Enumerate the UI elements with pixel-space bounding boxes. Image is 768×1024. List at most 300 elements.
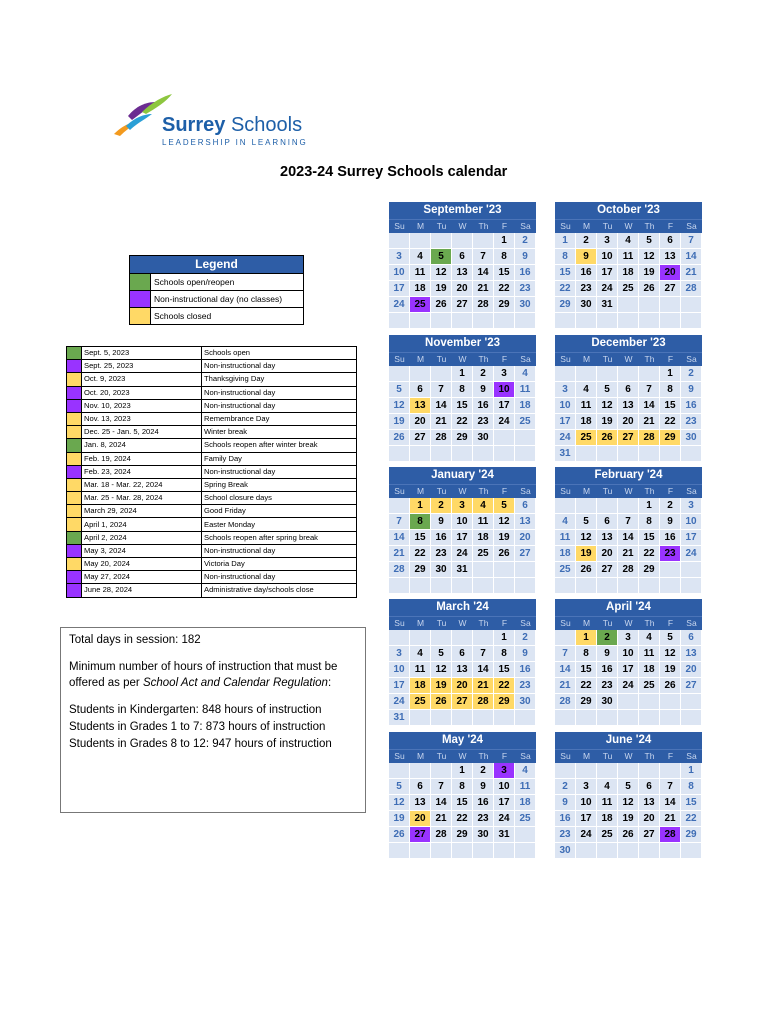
calendar-day: 15 bbox=[452, 795, 473, 811]
calendar-empty-cell bbox=[597, 843, 618, 859]
grade-kindergarten-hours: Students in Kindergarten: 848 hours of instruction bbox=[69, 704, 322, 716]
calendar-day: 7 bbox=[618, 514, 639, 530]
event-color-swatch bbox=[67, 531, 82, 544]
weekday-label: Tu bbox=[436, 751, 447, 761]
surrey-schools-logo bbox=[112, 92, 322, 152]
calendar-empty-cell bbox=[618, 446, 639, 462]
month-calendar bbox=[555, 467, 702, 594]
calendar-day: 22 bbox=[410, 546, 431, 562]
event-color-swatch bbox=[67, 399, 82, 412]
calendar-day: 12 bbox=[576, 530, 597, 546]
calendar-day: 9 bbox=[555, 795, 576, 811]
calendar-day: 19 bbox=[431, 678, 452, 694]
calendar-empty-cell bbox=[515, 446, 536, 462]
calendar-day: 29 bbox=[494, 297, 515, 313]
calendar-day: 16 bbox=[473, 795, 494, 811]
calendar-empty-cell bbox=[660, 763, 681, 779]
calendar-day: 21 bbox=[431, 414, 452, 430]
weekday-label: M bbox=[416, 354, 425, 364]
calendar-day: 2 bbox=[555, 779, 576, 795]
instruction-info-box bbox=[60, 627, 366, 813]
logo-tagline: LEADERSHIP IN LEARNING bbox=[162, 138, 308, 147]
calendar-empty-cell bbox=[452, 578, 473, 594]
calendar-day: 18 bbox=[618, 265, 639, 281]
calendar-day: 9 bbox=[515, 249, 536, 265]
calendar-day: 10 bbox=[597, 249, 618, 265]
calendar-empty-cell bbox=[555, 630, 576, 646]
min-hours-statement: Minimum number of hours of instruction that must be offered as per School Act and Calendar Regulation: bbox=[69, 661, 338, 689]
calendar-day: 5 bbox=[389, 382, 410, 398]
calendar-empty-cell bbox=[473, 233, 494, 249]
calendar-empty-cell bbox=[618, 694, 639, 710]
calendar-day: 31 bbox=[389, 710, 410, 726]
event-date: Oct. 9, 2023 bbox=[82, 373, 202, 386]
legend-label: Schools open/reopen bbox=[154, 277, 235, 287]
calendar-day: 6 bbox=[515, 498, 536, 514]
calendar-day: 11 bbox=[639, 646, 660, 662]
calendar-empty-cell bbox=[576, 578, 597, 594]
calendar-day: 27 bbox=[410, 827, 431, 843]
legend bbox=[129, 255, 304, 325]
calendar-day: 7 bbox=[681, 233, 702, 249]
weekday-label: W bbox=[624, 486, 633, 496]
events-table bbox=[66, 346, 357, 598]
calendar-day: 5 bbox=[597, 382, 618, 398]
calendar-day: 1 bbox=[452, 366, 473, 382]
calendar-day: 9 bbox=[515, 646, 536, 662]
calendar-empty-cell bbox=[389, 446, 410, 462]
calendar-empty-cell bbox=[494, 578, 515, 594]
calendar-day: 14 bbox=[681, 249, 702, 265]
calendar-day: 5 bbox=[389, 779, 410, 795]
calendar-day: 10 bbox=[389, 662, 410, 678]
calendar-empty-cell bbox=[555, 498, 576, 514]
calendar-empty-cell bbox=[639, 366, 660, 382]
calendar-empty-cell bbox=[494, 710, 515, 726]
calendar-day: 23 bbox=[576, 281, 597, 297]
weekday-label: Sa bbox=[686, 221, 697, 231]
calendar-day: 9 bbox=[597, 646, 618, 662]
calendar-empty-cell bbox=[618, 498, 639, 514]
calendar-day: 19 bbox=[576, 546, 597, 562]
calendar-empty-cell bbox=[431, 313, 452, 329]
calendar-day: 7 bbox=[431, 382, 452, 398]
calendar-day: 20 bbox=[410, 414, 431, 430]
calendar-empty-cell bbox=[576, 366, 597, 382]
calendar-day: 20 bbox=[452, 281, 473, 297]
calendar-day: 5 bbox=[618, 779, 639, 795]
event-row bbox=[67, 439, 357, 452]
event-description: Spring Break bbox=[202, 478, 357, 491]
calendar-day: 26 bbox=[639, 281, 660, 297]
calendar-empty-cell bbox=[597, 763, 618, 779]
calendar-empty-cell bbox=[515, 843, 536, 859]
calendar-day: 3 bbox=[494, 366, 515, 382]
calendar-day: 31 bbox=[555, 446, 576, 462]
calendar-day: 21 bbox=[681, 265, 702, 281]
calendar-day: 29 bbox=[639, 562, 660, 578]
event-row bbox=[67, 492, 357, 505]
day-grid bbox=[389, 630, 536, 726]
calendar-day: 19 bbox=[389, 414, 410, 430]
event-description: Non-instructional day bbox=[202, 571, 357, 584]
calendar-empty-cell bbox=[389, 366, 410, 382]
calendar-day: 19 bbox=[639, 265, 660, 281]
calendar-day: 27 bbox=[660, 281, 681, 297]
calendar-day: 27 bbox=[452, 694, 473, 710]
event-color-swatch bbox=[67, 558, 82, 571]
weekday-header bbox=[555, 219, 702, 233]
calendar-day: 24 bbox=[618, 678, 639, 694]
calendar-day: 28 bbox=[473, 694, 494, 710]
legend-label: Non-instructional day (no classes) bbox=[154, 294, 283, 304]
event-description: Administrative day/schools close bbox=[202, 584, 357, 597]
calendar-empty-cell bbox=[452, 233, 473, 249]
weekday-label: W bbox=[624, 221, 633, 231]
calendar-empty-cell bbox=[618, 297, 639, 313]
calendar-day: 14 bbox=[431, 398, 452, 414]
calendar-empty-cell bbox=[494, 446, 515, 462]
calendar-empty-cell bbox=[410, 578, 431, 594]
event-color-swatch bbox=[67, 412, 82, 425]
calendar-day: 21 bbox=[639, 414, 660, 430]
calendar-empty-cell bbox=[576, 313, 597, 329]
calendar-day: 23 bbox=[473, 811, 494, 827]
weekday-label: Tu bbox=[602, 618, 613, 628]
calendar-empty-cell bbox=[639, 763, 660, 779]
calendar-day: 15 bbox=[555, 265, 576, 281]
weekday-label: M bbox=[416, 618, 425, 628]
calendar-day: 16 bbox=[515, 265, 536, 281]
calendar-day: 19 bbox=[618, 811, 639, 827]
event-description: Non-instructional day bbox=[202, 399, 357, 412]
event-date: Jan. 8, 2024 bbox=[82, 439, 202, 452]
calendar-day: 6 bbox=[618, 382, 639, 398]
calendar-day: 17 bbox=[452, 530, 473, 546]
calendar-day: 21 bbox=[473, 678, 494, 694]
calendar-day: 5 bbox=[576, 514, 597, 530]
event-color-swatch bbox=[67, 478, 82, 491]
weekday-label: Th bbox=[644, 486, 655, 496]
calendar-day: 16 bbox=[576, 265, 597, 281]
day-grid bbox=[555, 233, 702, 329]
calendar-empty-cell bbox=[389, 233, 410, 249]
calendar-day: 29 bbox=[555, 297, 576, 313]
month-calendar bbox=[389, 202, 536, 329]
calendar-day: 26 bbox=[494, 546, 515, 562]
calendar-day: 3 bbox=[452, 498, 473, 514]
calendar-day: 11 bbox=[410, 662, 431, 678]
weekday-label: F bbox=[667, 618, 674, 628]
calendar-day: 24 bbox=[597, 281, 618, 297]
calendar-empty-cell bbox=[597, 498, 618, 514]
calendar-empty-cell bbox=[452, 446, 473, 462]
weekday-label: Su bbox=[560, 221, 571, 231]
calendar-day: 11 bbox=[576, 398, 597, 414]
calendar-day: 16 bbox=[431, 530, 452, 546]
calendar-day: 28 bbox=[681, 281, 702, 297]
page-title: 2023-24 Surrey Schools calendar bbox=[280, 164, 508, 180]
weekday-label: W bbox=[458, 486, 467, 496]
calendar-day: 2 bbox=[681, 366, 702, 382]
event-row bbox=[67, 558, 357, 571]
calendar-day: 10 bbox=[681, 514, 702, 530]
event-color-swatch bbox=[67, 426, 82, 439]
calendar-empty-cell bbox=[473, 843, 494, 859]
weekday-label: Su bbox=[394, 751, 405, 761]
event-description: Winter break bbox=[202, 426, 357, 439]
calendar-day: 29 bbox=[452, 430, 473, 446]
event-date: March 29, 2024 bbox=[82, 505, 202, 518]
calendar-day: 5 bbox=[639, 233, 660, 249]
calendar-day: 6 bbox=[639, 779, 660, 795]
calendar-empty-cell bbox=[515, 827, 536, 843]
calendar-day: 18 bbox=[555, 546, 576, 562]
weekday-label: Tu bbox=[602, 486, 613, 496]
weekday-label: M bbox=[416, 486, 425, 496]
calendar-empty-cell bbox=[431, 446, 452, 462]
calendar-empty-cell bbox=[473, 630, 494, 646]
calendar-day: 27 bbox=[618, 430, 639, 446]
calendar-day: 30 bbox=[515, 694, 536, 710]
weekday-label: Th bbox=[644, 618, 655, 628]
weekday-label: Tu bbox=[436, 618, 447, 628]
calendar-empty-cell bbox=[389, 843, 410, 859]
event-date: Oct. 20, 2023 bbox=[82, 386, 202, 399]
day-grid bbox=[389, 763, 536, 859]
calendar-day: 17 bbox=[389, 281, 410, 297]
calendar-empty-cell bbox=[618, 313, 639, 329]
calendar-day: 1 bbox=[452, 763, 473, 779]
calendar-day: 21 bbox=[473, 281, 494, 297]
weekday-label: Sa bbox=[520, 751, 531, 761]
weekday-label: W bbox=[624, 751, 633, 761]
calendar-day: 3 bbox=[494, 763, 515, 779]
calendar-day: 10 bbox=[555, 398, 576, 414]
month-title: June '24 bbox=[555, 732, 702, 749]
calendar-empty-cell bbox=[639, 710, 660, 726]
calendar-day: 18 bbox=[473, 530, 494, 546]
calendar-day: 29 bbox=[410, 562, 431, 578]
event-date: Nov. 13, 2023 bbox=[82, 412, 202, 425]
grade-1-7-hours: Students in Grades 1 to 7: 873 hours of instruction bbox=[69, 721, 326, 733]
calendar-day: 19 bbox=[597, 414, 618, 430]
weekday-label: F bbox=[667, 354, 674, 364]
calendar-day: 23 bbox=[597, 678, 618, 694]
month-calendar bbox=[389, 335, 536, 462]
calendar-day: 20 bbox=[660, 265, 681, 281]
calendar-day: 28 bbox=[473, 297, 494, 313]
calendar-day: 6 bbox=[452, 249, 473, 265]
calendar-day: 30 bbox=[576, 297, 597, 313]
calendar-day: 28 bbox=[639, 430, 660, 446]
calendar-day: 7 bbox=[660, 779, 681, 795]
calendar-day: 27 bbox=[452, 297, 473, 313]
event-date: May 27, 2024 bbox=[82, 571, 202, 584]
calendar-day: 22 bbox=[660, 414, 681, 430]
calendar-day: 4 bbox=[555, 514, 576, 530]
calendar-empty-cell bbox=[681, 297, 702, 313]
calendar-day: 26 bbox=[576, 562, 597, 578]
legend-item bbox=[130, 274, 303, 290]
calendar-day: 16 bbox=[473, 398, 494, 414]
calendar-day: 12 bbox=[389, 398, 410, 414]
event-date: Sept. 5, 2023 bbox=[82, 347, 202, 360]
calendar-empty-cell bbox=[473, 578, 494, 594]
day-grid bbox=[555, 366, 702, 462]
event-color-swatch bbox=[67, 571, 82, 584]
calendar-empty-cell bbox=[494, 313, 515, 329]
calendar-day: 10 bbox=[452, 514, 473, 530]
calendar-day: 26 bbox=[660, 678, 681, 694]
calendar-day: 20 bbox=[681, 662, 702, 678]
calendar-empty-cell bbox=[389, 763, 410, 779]
calendar-day: 2 bbox=[515, 233, 536, 249]
calendar-day: 6 bbox=[452, 646, 473, 662]
calendar-day: 25 bbox=[473, 546, 494, 562]
weekday-label: Su bbox=[560, 751, 571, 761]
calendar-empty-cell bbox=[410, 233, 431, 249]
weekday-label: M bbox=[582, 486, 591, 496]
calendar-day: 19 bbox=[494, 530, 515, 546]
weekday-header bbox=[555, 616, 702, 630]
calendar-day: 12 bbox=[639, 249, 660, 265]
weekday-label: Sa bbox=[686, 751, 697, 761]
weekday-label: Tu bbox=[436, 354, 447, 364]
calendar-day: 25 bbox=[555, 562, 576, 578]
calendar-empty-cell bbox=[660, 562, 681, 578]
calendar-day: 27 bbox=[515, 546, 536, 562]
calendar-empty-cell bbox=[431, 233, 452, 249]
weekday-label: Su bbox=[394, 618, 405, 628]
event-date: April 1, 2024 bbox=[82, 518, 202, 531]
weekday-label: M bbox=[582, 618, 591, 628]
calendar-day: 9 bbox=[660, 514, 681, 530]
legend-item bbox=[130, 307, 303, 324]
calendar-day: 28 bbox=[389, 562, 410, 578]
calendar-day: 30 bbox=[515, 297, 536, 313]
calendar-day: 14 bbox=[639, 398, 660, 414]
calendar-day: 7 bbox=[431, 779, 452, 795]
calendar-day: 23 bbox=[473, 414, 494, 430]
calendar-empty-cell bbox=[431, 763, 452, 779]
calendar-empty-cell bbox=[555, 763, 576, 779]
event-color-swatch bbox=[67, 584, 82, 597]
event-color-swatch bbox=[67, 465, 82, 478]
calendar-empty-cell bbox=[410, 366, 431, 382]
total-days: Total days in session: 182 bbox=[69, 634, 201, 646]
event-row bbox=[67, 373, 357, 386]
weekday-label: Tu bbox=[602, 221, 613, 231]
event-description: Schools reopen after winter break bbox=[202, 439, 357, 452]
calendar-day: 18 bbox=[515, 398, 536, 414]
calendar-day: 15 bbox=[639, 530, 660, 546]
event-color-swatch bbox=[67, 452, 82, 465]
calendar-day: 25 bbox=[597, 827, 618, 843]
calendar-day: 20 bbox=[410, 811, 431, 827]
calendar-day: 19 bbox=[660, 662, 681, 678]
weekday-label: W bbox=[458, 618, 467, 628]
calendar-day: 13 bbox=[681, 646, 702, 662]
calendar-day: 3 bbox=[618, 630, 639, 646]
event-description: Non-instructional day bbox=[202, 360, 357, 373]
calendar-day: 24 bbox=[494, 811, 515, 827]
calendar-empty-cell bbox=[660, 710, 681, 726]
month-title: November '23 bbox=[389, 335, 536, 352]
calendar-day: 21 bbox=[389, 546, 410, 562]
calendar-day: 4 bbox=[410, 646, 431, 662]
event-date: May 20, 2024 bbox=[82, 558, 202, 571]
event-date: Mar. 25 - Mar. 28, 2024 bbox=[82, 492, 202, 505]
calendar-day: 13 bbox=[410, 795, 431, 811]
calendar-day: 10 bbox=[389, 265, 410, 281]
weekday-label: W bbox=[458, 221, 467, 231]
weekday-header bbox=[389, 616, 536, 630]
month-title: December '23 bbox=[555, 335, 702, 352]
calendar-day: 22 bbox=[681, 811, 702, 827]
day-grid bbox=[555, 763, 702, 859]
calendar-empty-cell bbox=[410, 710, 431, 726]
calendar-day: 10 bbox=[618, 646, 639, 662]
calendar-day: 24 bbox=[389, 694, 410, 710]
calendar-day: 4 bbox=[473, 498, 494, 514]
calendar-empty-cell bbox=[660, 297, 681, 313]
weekday-label: M bbox=[416, 221, 425, 231]
weekday-label: Th bbox=[644, 354, 655, 364]
event-description: Remembrance Day bbox=[202, 412, 357, 425]
event-color-swatch bbox=[67, 386, 82, 399]
calendar-day: 16 bbox=[660, 530, 681, 546]
event-row bbox=[67, 452, 357, 465]
calendar-day: 9 bbox=[473, 382, 494, 398]
event-description: Thanksgiving Day bbox=[202, 373, 357, 386]
month-calendar bbox=[555, 599, 702, 726]
calendar-day: 27 bbox=[597, 562, 618, 578]
calendar-day: 3 bbox=[389, 646, 410, 662]
month-calendar bbox=[389, 467, 536, 594]
calendar-day: 12 bbox=[660, 646, 681, 662]
calendar-empty-cell bbox=[597, 578, 618, 594]
calendar-empty-cell bbox=[410, 446, 431, 462]
weekday-header bbox=[389, 484, 536, 498]
calendar-day: 1 bbox=[555, 233, 576, 249]
calendar-day: 18 bbox=[515, 795, 536, 811]
calendar-day: 23 bbox=[515, 678, 536, 694]
calendar-day: 28 bbox=[618, 562, 639, 578]
calendar-day: 2 bbox=[597, 630, 618, 646]
weekday-header bbox=[389, 749, 536, 763]
calendar-empty-cell bbox=[597, 446, 618, 462]
calendar-day: 4 bbox=[515, 763, 536, 779]
calendar-day: 23 bbox=[660, 546, 681, 562]
calendar-day: 1 bbox=[410, 498, 431, 514]
event-row bbox=[67, 399, 357, 412]
calendar-empty-cell bbox=[618, 763, 639, 779]
event-color-swatch bbox=[67, 492, 82, 505]
calendar-day: 10 bbox=[494, 382, 515, 398]
calendar-day: 2 bbox=[431, 498, 452, 514]
weekday-label: F bbox=[667, 751, 674, 761]
calendar-day: 22 bbox=[494, 678, 515, 694]
calendar-day: 31 bbox=[452, 562, 473, 578]
calendar-day: 2 bbox=[576, 233, 597, 249]
weekday-label: Th bbox=[478, 618, 489, 628]
calendar-day: 17 bbox=[618, 662, 639, 678]
calendar-empty-cell bbox=[515, 313, 536, 329]
calendar-empty-cell bbox=[618, 843, 639, 859]
calendar-day: 1 bbox=[681, 763, 702, 779]
calendar-day: 4 bbox=[410, 249, 431, 265]
